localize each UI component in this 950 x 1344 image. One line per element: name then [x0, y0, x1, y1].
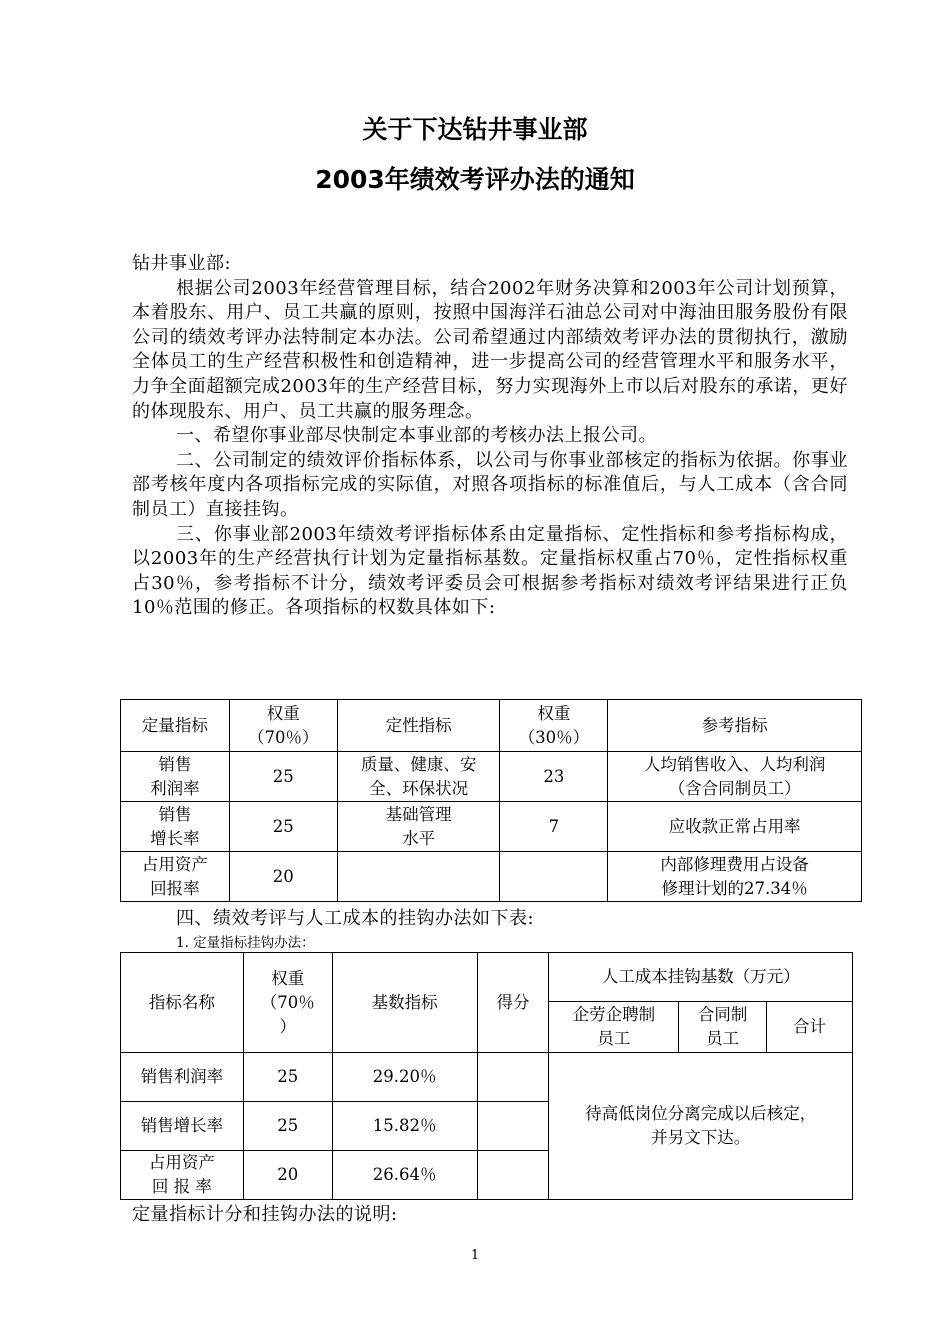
paragraph-1: 根据公司2003年经营管理目标，结合2002年财务决算和2003年公司计划预算，本着股东、用户、员工共赢的原则，按照中国海洋石油总公司对中海油田服务股份有限公司的绩效考评办法特制定本办法。公司希望通过内部绩效考评办法的贯彻执行，激励全体员工的生产经营积极性和创造精神，进一步提高公司的经营管理水平和服务水平，力争全面超额完成2003年的生产经营目标，努力实现海外上市以后对股东的承诺，更好的体现股东、用户、员工共赢的服务理念。 — [132, 277, 848, 422]
table-row: 销售增长率 25 15.82％ — [121, 1102, 853, 1151]
body-text — [132, 252, 848, 621]
header-cost: 人工成本挂钩基数（万元） — [549, 953, 853, 1002]
salutation: 钻井事业部: — [132, 253, 232, 274]
header-ref: 参考指标 — [608, 700, 862, 752]
paragraph-4: 三、你事业部2003年绩效考评指标体系由定量指标、定性指标和参考指标构成，以2003年的生产经营执行计划为定量指标基数。定量指标权重占70％，定性指标权重占30％，参考指标不计分，绩效考评委员会可根据参考指标对绩效考评结果进行正负10％范围的修正。各项指标的权数具体如下: — [132, 523, 848, 619]
table-row: 销售利润率 25 29.20％ 待高低岗位分离完成以后核定， 并另文下达。 — [121, 1053, 853, 1102]
header-quant: 定量指标 — [121, 700, 230, 752]
linkage-table — [120, 952, 853, 1200]
title-line-1: 关于下达钻井事业部 — [362, 115, 588, 144]
table-row: 占用资产 回报率 20 内部修理费用占设备 修理计划的27.34％ — [121, 852, 862, 902]
table-row: 销售 利润率 25 质量、健康、安 全、环保状况 23 人均销售收入、人均利润 （含合同制员工） — [121, 752, 862, 802]
merged-note: 待高低岗位分离完成以后核定， 并另文下达。 — [549, 1053, 853, 1200]
table-header-row — [121, 700, 862, 752]
section-4-heading: 四、绩效考评与人工成本的挂钩办法如下表: — [176, 908, 535, 929]
paragraph-2: 一、希望你事业部尽快制定本事业部的考核办法上报公司。 — [176, 425, 657, 447]
table-subheader-row: 企劳企聘制 员工 合同制 员工 合计 — [121, 1002, 853, 1053]
header-qual: 定性指标 — [337, 700, 500, 752]
header-weight30: 权重 （30％） — [500, 700, 608, 752]
header-base: 基数指标 — [332, 953, 477, 1053]
header-weight70: 权重 （70％） — [229, 700, 337, 752]
table-header-row — [121, 953, 853, 1002]
closing-line: 定量指标计分和挂钩办法的说明: — [132, 1204, 398, 1225]
subsection-1-heading: 1. 定量指标挂钩办法： — [176, 935, 315, 951]
header-weight: 权重 （70％ ） — [243, 953, 332, 1053]
title-line-2: 2003年绩效考评办法的通知 — [315, 165, 635, 194]
page-number: 1 — [470, 1248, 480, 1263]
weights-table — [120, 699, 862, 902]
table-row: 占用资产 回 报 率 20 26.64％ — [121, 1151, 853, 1200]
header-score: 得分 — [477, 953, 549, 1053]
paragraph-3: 二、公司制定的绩效评价指标体系，以公司与你事业部核定的指标为依据。你事业部考核年度内各项指标完成的实际值，对照各项指标的标准值后，与人工成本（含合同制员工）直接挂钩。 — [132, 449, 848, 520]
table-row: 销售 增长率 25 基础管理 水平 7 应收款正常占用率 — [121, 802, 862, 852]
header-name: 指标名称 — [121, 953, 244, 1053]
